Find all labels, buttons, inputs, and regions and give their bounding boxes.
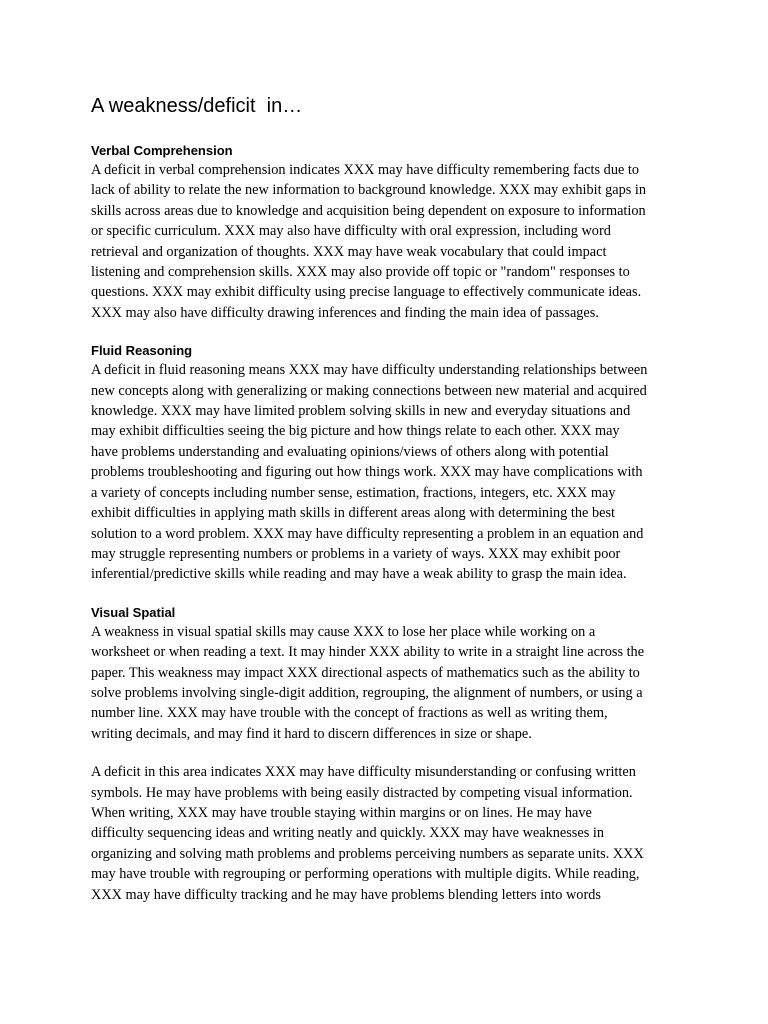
- section-verbal-comprehension: [91, 142, 683, 323]
- document-page: [91, 92, 683, 905]
- section-heading: Visual Spatial: [91, 604, 176, 620]
- section-paragraph: A deficit in verbal comprehension indicates XXX may have difficulty remembering facts due to lack of ability to relate the new information to background knowledge. XXX may exhibit gaps in skills across areas due to knowledge and acquisition being dependent on exposure to information or specific curriculum. XXX may also have difficulty with oral expression, including word retrieval and organization of thoughts. XXX may have weak vocabulary that could impact listening and comprehension skills. XXX may also provide off topic or "random" responses to questions. XXX may exhibit difficulty using precise language to effectively communicate ideas. XXX may also have difficulty drawing inferences and finding the main idea of passages.: [91, 162, 647, 321]
- section-paragraph: A weakness in visual spatial skills may cause XXX to lose her place while working on a worksheet or when reading a text. It may hinder XXX ability to write in a straight line across the paper. This weakness may impact XXX directional aspects of mathematics such as the ability to solve problems involving single-digit addition, regrouping, the alignment of numbers, or using a number line. XXX may have trouble with the concept of fractions as well as writing them, writing decimals, and may find it hard to discern differences in size or shape.: [91, 623, 645, 742]
- section-heading: Verbal Comprehension: [91, 143, 233, 158]
- section-paragraph: A deficit in this area indicates XXX may have difficulty misunderstanding or confusing written symbols. He may have problems with being easily distracted by competing visual information. When writing, XXX may have trouble staying within margins or on lines. He may have difficulty sequencing ideas and writing neatly and quickly. XXX may have weaknesses in organizing and solving math problems and problems perceiving numbers as separate units. XXX may have trouble with regrouping or performing operations with multiple digits. While reading, XXX may have difficulty tracking and he may have problems blending letters into words: [91, 764, 644, 903]
- section-fluid-reasoning: [91, 342, 683, 584]
- section-visual-spatial: [91, 604, 683, 905]
- section-heading: Fluid Reasoning: [91, 343, 193, 359]
- section-paragraph: A deficit in fluid reasoning means XXX may have difficulty understanding relationships between new concepts along with generalizing or making connections between new material and acquired knowledge. XXX may have limited problem solving skills in new and everyday situations and may exhibit difficulties seeing the big picture and how things relate to each other. XXX may have problems understanding and evaluating opinions/views of others along with potential problems troubleshooting and figuring out how things work. XXX may have complications with a variety of concepts including number sense, estimation, fractions, integers, etc. XXX may exhibit difficulties in applying math skills in different areas along with determining the best solution to a word problem. XXX may have difficulty representing a problem in an equation and may struggle representing numbers or problems in a variety of ways. XXX may exhibit poor inferential/predictive skills while reading and may have a weak ability to grasp the main idea.: [91, 362, 648, 583]
- section-spacer: [91, 585, 683, 604]
- section-spacer: [91, 323, 683, 342]
- paragraph-spacer: [91, 744, 683, 762]
- page-title: A weakness/deficit in…: [91, 95, 303, 117]
